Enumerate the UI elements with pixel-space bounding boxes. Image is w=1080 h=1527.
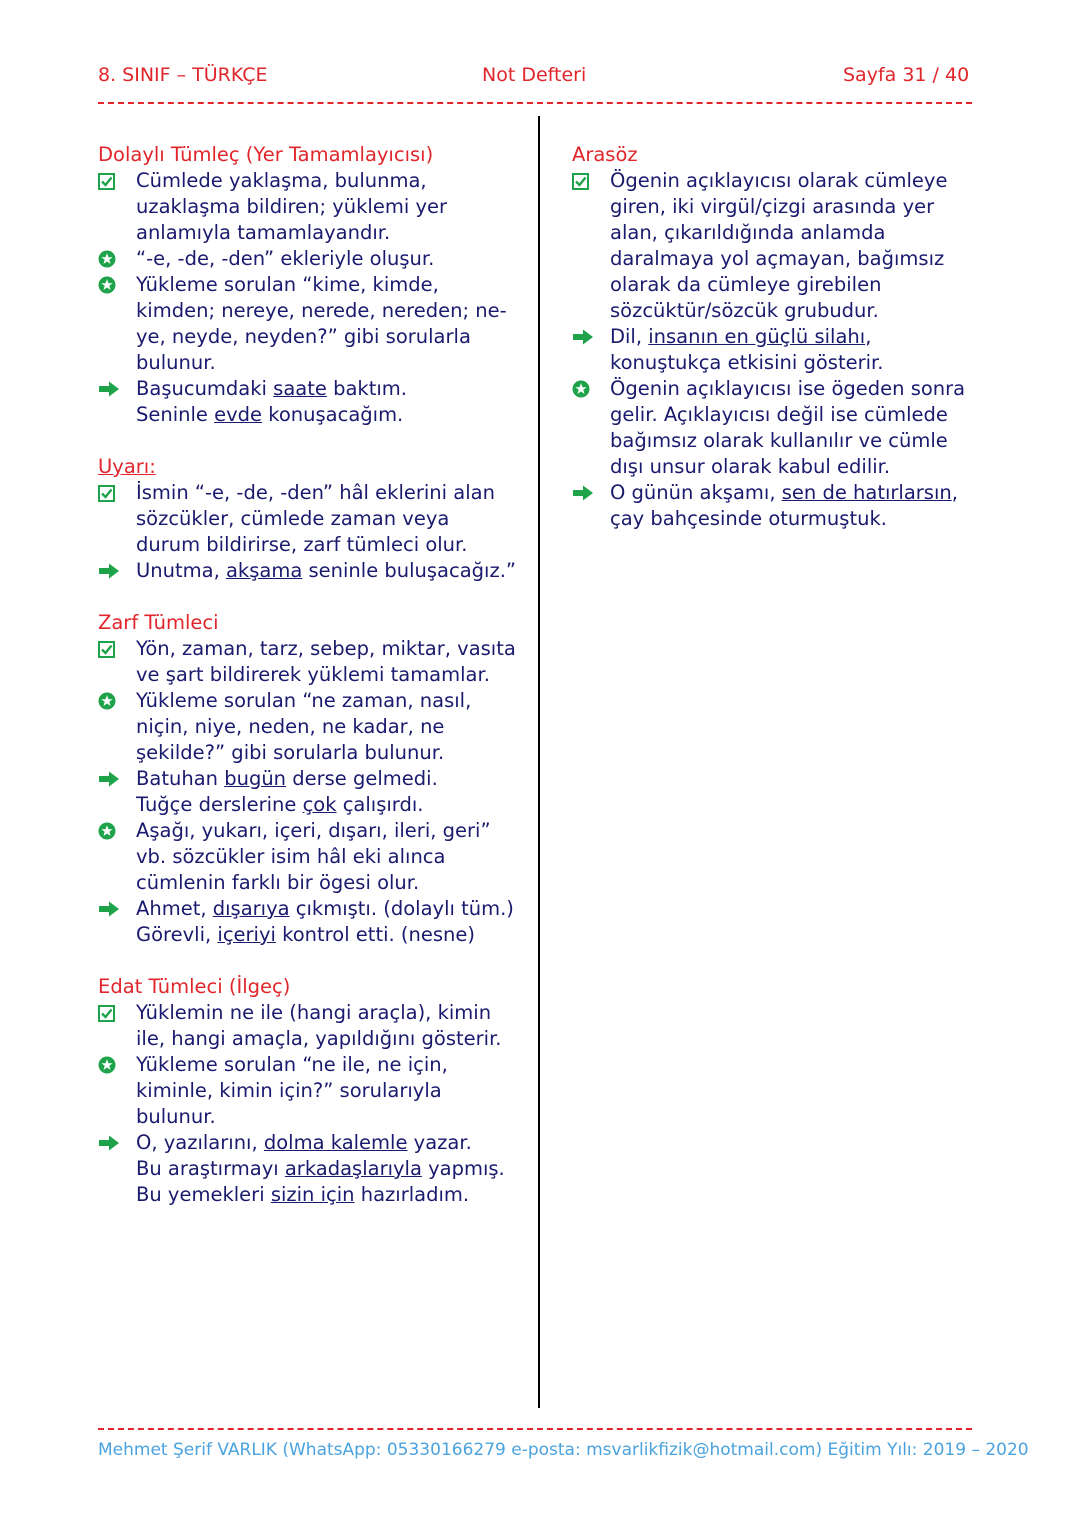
left-column bbox=[98, 142, 518, 1208]
info-item: “-e, -de, -den” ekleriyle oluşur. bbox=[98, 246, 518, 272]
star-icon bbox=[98, 688, 124, 714]
example-item: O günün akşamı, sen de hatırlarsın, çay bahçesinde oturmuştuk. bbox=[572, 480, 982, 532]
info-item: Ögenin açıklayıcısı ise ögeden sonra gelir. Açıklayıcısı değil ise cümlede bağımsız olarak kullanılır ve cümle dışı unsur olarak kabul edilir. bbox=[572, 376, 982, 480]
arrow-right-icon bbox=[98, 1130, 124, 1156]
definition-item: Yüklemin ne ile (hangi araçla), kimin ile, hangi amaçla, yapıldığını gösterir. bbox=[98, 1000, 518, 1052]
star-icon bbox=[98, 1052, 124, 1078]
section-title-zarf-tumleci: Zarf Tümleci bbox=[98, 611, 219, 634]
info-item: Aşağı, yukarı, içeri, dışarı, ileri, geri” vb. sözcükler isim hâl eki alınca cümlenin farklı bir ögesi olur. bbox=[98, 818, 518, 896]
checkbox-icon bbox=[98, 636, 124, 662]
arrow-right-icon bbox=[572, 324, 598, 350]
footer-divider bbox=[98, 1428, 972, 1430]
definition-item: İsmin “-e, -de, -den” hâl eklerini alan sözcükler, cümlede zaman veya durum bildirirse, zarf tümleci olur. bbox=[98, 480, 518, 558]
info-item: Yükleme sorulan “ne zaman, nasıl, niçin, niye, neden, ne kadar, ne şekilde?” gibi sorularla bulunur. bbox=[98, 688, 518, 766]
definition-item: Yön, zaman, tarz, sebep, miktar, vasıta ve şart bildirerek yüklemi tamamlar. bbox=[98, 636, 518, 688]
right-column bbox=[572, 142, 982, 532]
example-item: Dil, insanın en güçlü silahı, konuştukça etkisini gösterir. bbox=[572, 324, 982, 376]
definition-item: Cümlede yaklaşma, bulunma, uzaklaşma bildiren; yüklemi yer anlamıyla tamamlayandır. bbox=[98, 168, 518, 246]
header-page-number: Sayfa 31 / 40 bbox=[843, 64, 970, 86]
checkbox-icon bbox=[572, 168, 598, 194]
section-title-uyari: Uyarı: bbox=[98, 455, 156, 478]
checkbox-icon bbox=[98, 168, 124, 194]
section-title-arasoz: Arasöz bbox=[572, 143, 638, 166]
arrow-right-icon bbox=[98, 766, 124, 792]
star-icon bbox=[572, 376, 598, 402]
definition-item: Ögenin açıklayıcısı olarak cümleye giren, iki virgül/çizgi arasında yer alan, çıkarıldığında anlamda daralmaya yol açmayan, bağımsız olarak da cümleye girebilen sözcüktür/sözcük grubudur. bbox=[572, 168, 982, 324]
star-icon bbox=[98, 272, 124, 298]
arrow-right-icon bbox=[572, 480, 598, 506]
section-title-edat-tumleci: Edat Tümleci (İlgeç) bbox=[98, 975, 291, 998]
example-item: Unutma, akşama seninle buluşacağız.” bbox=[98, 558, 518, 584]
example-item: Ahmet, dışarıya çıkmıştı. (dolaylı tüm.) Görevli, içeriyi kontrol etti. (nesne) bbox=[98, 896, 518, 948]
footer-author-info: Mehmet Şerif VARLIK (WhatsApp: 05330166279 e-posta: msvarlikfizik@hotmail.com) Eğitim Yılı: 2019 – 2020 bbox=[98, 1440, 1029, 1460]
header-class-subject: 8. SINIF – TÜRKÇE bbox=[98, 64, 268, 86]
arrow-right-icon bbox=[98, 896, 124, 922]
info-item: Yükleme sorulan “kime, kimde, kimden; nereye, nerede, nereden; ne-ye, neyde, neyden?” gibi sorularla bulunur. bbox=[98, 272, 518, 376]
star-icon bbox=[98, 246, 124, 272]
example-item: Batuhan bugün derse gelmedi. Tuğçe derslerine çok çalışırdı. bbox=[98, 766, 518, 818]
star-icon bbox=[98, 818, 124, 844]
example-item: O, yazılarını, dolma kalemle yazar. Bu araştırmayı arkadaşlarıyla yapmış. Bu yemekleri sizin için hazırladım. bbox=[98, 1130, 518, 1208]
checkbox-icon bbox=[98, 480, 124, 506]
info-item: Yükleme sorulan “ne ile, ne için, kiminle, kimin için?” sorularıyla bulunur. bbox=[98, 1052, 518, 1130]
arrow-right-icon bbox=[98, 376, 124, 402]
header-notebook-title: Not Defteri bbox=[482, 64, 587, 86]
checkbox-icon bbox=[98, 1000, 124, 1026]
arrow-right-icon bbox=[98, 558, 124, 584]
section-title-dolayli-tumlec: Dolaylı Tümleç (Yer Tamamlayıcısı) bbox=[98, 143, 434, 166]
column-divider bbox=[538, 116, 540, 1408]
header-divider bbox=[98, 102, 972, 104]
example-item: Başucumdaki saate baktım. Seninle evde konuşacağım. bbox=[98, 376, 518, 428]
